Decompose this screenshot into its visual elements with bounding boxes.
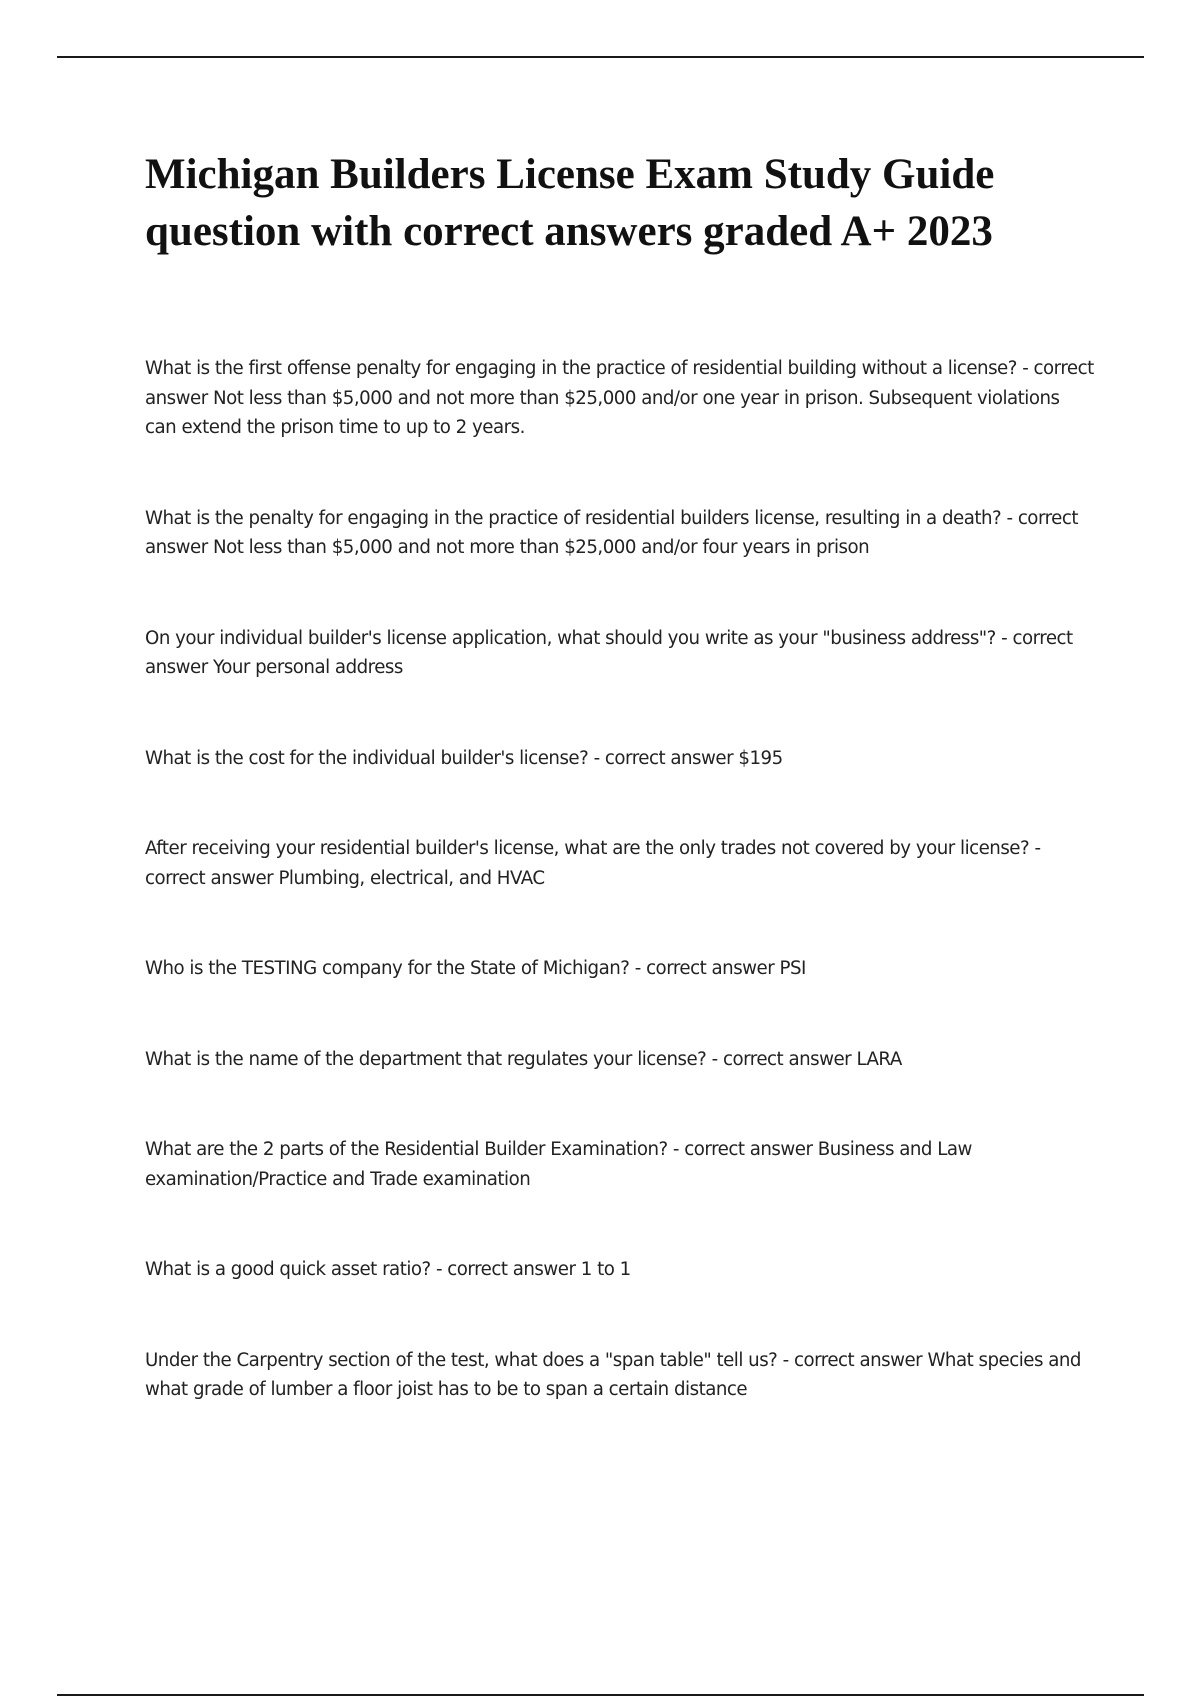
answer-text: PSI bbox=[779, 958, 806, 979]
answer-prefix: correct answer bbox=[722, 1048, 852, 1070]
document-title: Michigan Builders License Exam Study Guide question with correct answers graded A+ 2023 bbox=[145, 151, 995, 255]
bottom-rule bbox=[57, 1694, 1144, 1696]
answer-text: Plumbing, electrical, and HVAC bbox=[278, 867, 545, 889]
question-text: Under the Carpentry section of the test, what does a "span table" tell us? bbox=[145, 1349, 778, 1371]
answer-prefix: correct answer bbox=[447, 1259, 576, 1280]
question-text: What is a good quick asset ratio? bbox=[145, 1259, 431, 1280]
question-text: What are the 2 parts of the Residential Builder Examination? bbox=[145, 1139, 668, 1160]
answer-prefix: correct answer bbox=[145, 507, 1078, 558]
answer-text: 1 to 1 bbox=[580, 1259, 631, 1280]
answer-prefix: correct answer bbox=[684, 1139, 813, 1160]
question-text: What is the first offense penalty for engaging in the practice of residential building without a license? bbox=[145, 358, 1017, 379]
qa-entry bbox=[145, 1255, 1095, 1285]
question-text: Who is the TESTING company for the State of Michigan? bbox=[145, 958, 630, 979]
answer-prefix: correct answer bbox=[145, 627, 1073, 678]
answer-prefix: correct answer bbox=[145, 867, 274, 889]
question-text: After receiving your residential builder's license, what are the only trades not covered by your license? bbox=[145, 838, 1030, 859]
answer-text: Your personal address bbox=[213, 657, 403, 678]
separator: - bbox=[667, 1139, 685, 1160]
separator: - bbox=[1016, 358, 1034, 379]
answer-prefix: correct answer bbox=[145, 358, 1094, 409]
question-text: What is the penalty for engaging in the practice of residential builders license, resulting in a death? bbox=[145, 507, 1002, 529]
question-text: What is the name of the department that regulates your license? bbox=[145, 1048, 707, 1070]
qa-entry bbox=[145, 1135, 1095, 1194]
document-body bbox=[145, 146, 1095, 1466]
question-text: On your individual builder's license application, what should you write as your "business address"? bbox=[145, 627, 996, 649]
separator: - bbox=[1001, 507, 1018, 529]
answer-text: LARA bbox=[856, 1048, 902, 1070]
separator: - bbox=[588, 747, 605, 769]
answer-prefix: correct answer bbox=[646, 958, 775, 979]
question-text: What is the cost for the individual builder's license? bbox=[145, 747, 589, 769]
answer-text: Not less than $5,000 and not more than $25,000 and/or four years in prison bbox=[213, 537, 870, 558]
answer-prefix: correct answer bbox=[604, 747, 734, 769]
answer-text: What species and what grade of lumber a floor joist has to be to span a certain distance bbox=[145, 1349, 1081, 1400]
separator: - bbox=[706, 1048, 723, 1070]
answer-text: Business and Law examination/Practice and Trade examination bbox=[145, 1139, 972, 1190]
separator: - bbox=[1029, 838, 1041, 859]
top-rule bbox=[57, 56, 1144, 58]
qa-list bbox=[145, 354, 1095, 1405]
separator: - bbox=[777, 1349, 794, 1371]
qa-entry bbox=[145, 954, 1095, 984]
separator: - bbox=[430, 1259, 448, 1280]
qa-entry bbox=[145, 624, 1095, 683]
answer-prefix: correct answer bbox=[793, 1349, 923, 1371]
qa-entry bbox=[145, 1045, 1095, 1075]
qa-entry bbox=[145, 1346, 1095, 1405]
qa-entry bbox=[145, 354, 1095, 443]
qa-entry bbox=[145, 834, 1095, 893]
answer-text: Not less than $5,000 and not more than $25,000 and/or one year in prison. Subsequent violations can extend the prison time to up to 2 years. bbox=[145, 387, 1060, 438]
separator: - bbox=[995, 627, 1013, 649]
qa-entry bbox=[145, 744, 1095, 774]
separator: - bbox=[629, 958, 647, 979]
qa-entry bbox=[145, 504, 1095, 563]
answer-text: $195 bbox=[738, 747, 783, 769]
